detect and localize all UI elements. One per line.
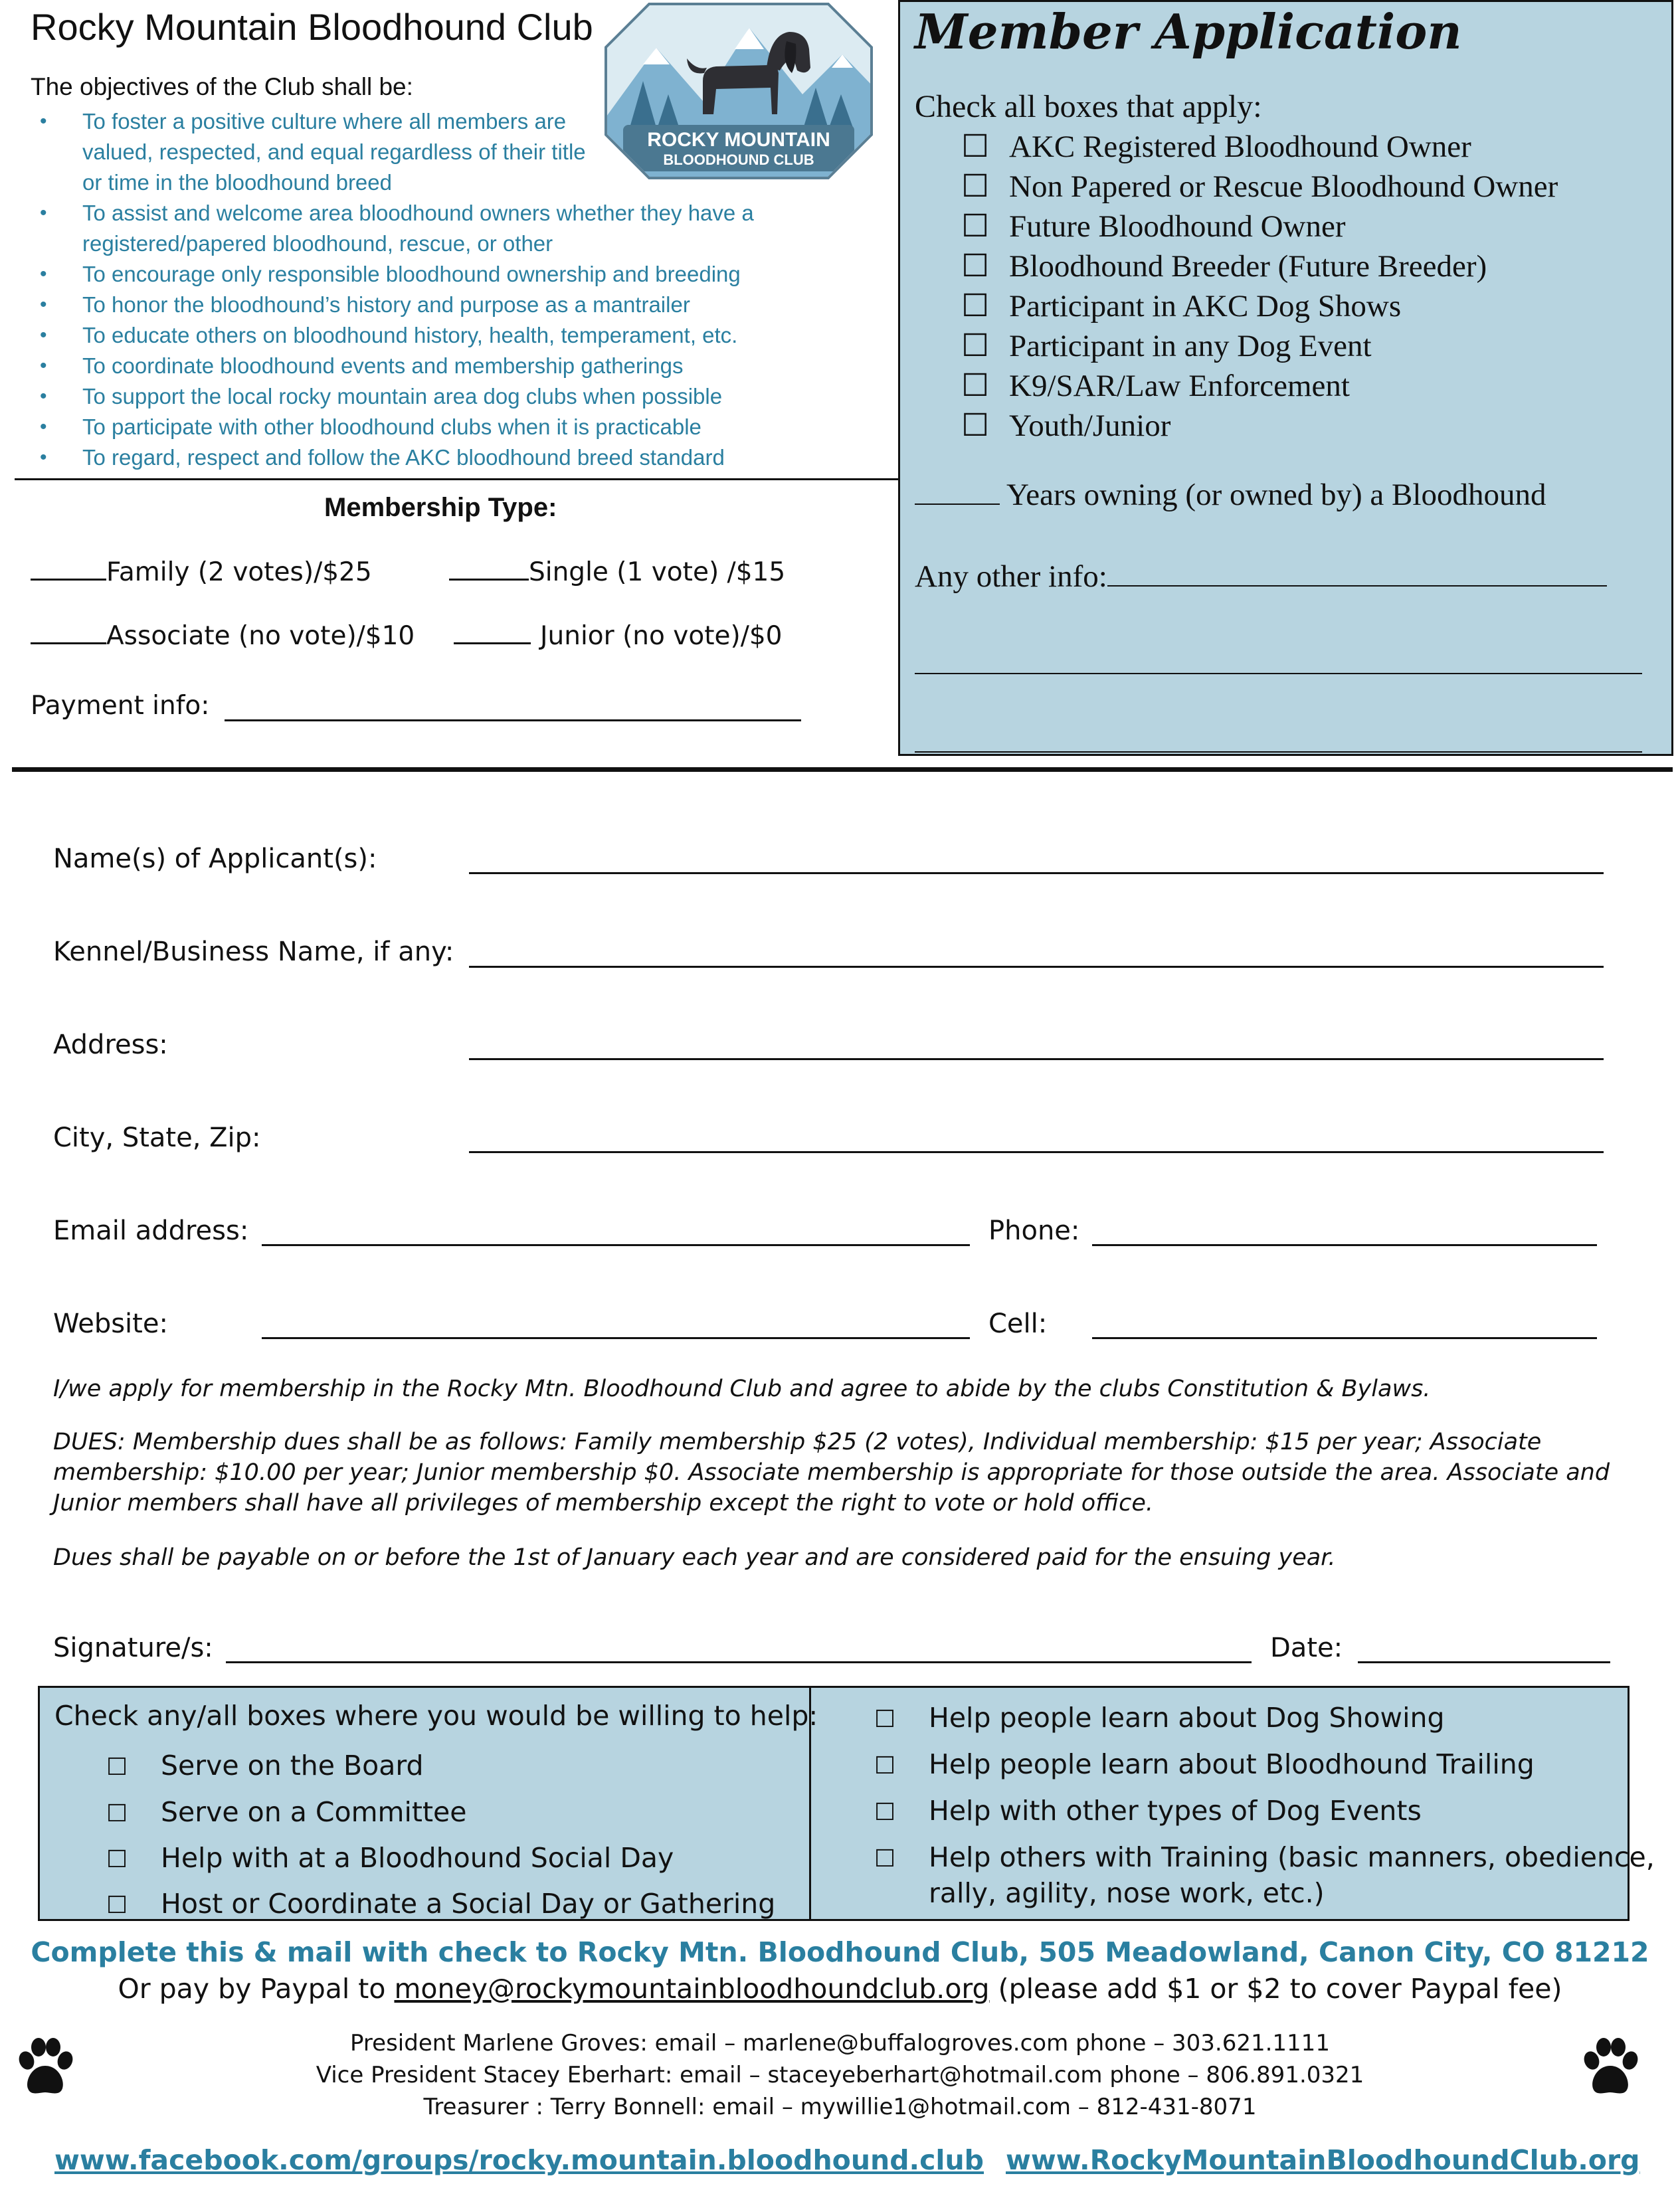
checkbox-label: Participant in AKC Dog Shows [1009,289,1402,323]
dues-text-line: membership: $10.00 per year; Junior membership $0. Associate membership is appropriate for those outside the area. Associate and [53,1459,1610,1486]
email-label: Email address: [53,1216,249,1246]
objective-item: • To coordinate bloodhound events and membership gatherings [31,351,907,381]
other-info-input[interactable] [1107,560,1607,587]
checkbox-option-breeder[interactable] [961,246,1558,286]
help-option-board[interactable] [106,1748,424,1785]
applicant-names-input[interactable] [469,872,1604,874]
help-option-label: Host or Coordinate a Social Day or Gathering [161,1888,776,1920]
checkbox-option-akc-shows[interactable] [961,286,1558,326]
membership-option-single[interactable] [449,557,785,587]
help-option-label: Help people learn about Bloodhound Trailing [929,1748,1535,1780]
section-divider-thick [12,767,1673,772]
city-state-zip-label: City, State, Zip: [53,1123,261,1153]
dues-text-line: DUES: Membership dues shall be as follows: Family membership $25 (2 votes), Individual membership: $15 per year; Associate [53,1429,1542,1455]
website-label: Website: [53,1309,168,1339]
membership-label: Associate (no vote)/$10 [106,621,415,651]
application-title: Member Application [915,3,1462,60]
checkbox-icon[interactable]: ☐ [106,1800,128,1827]
objective-item-continued: registered/papered bloodhound, rescue, or other [82,231,553,256]
help-option-label: Serve on a Committee [161,1796,467,1828]
phone-label: Phone: [988,1216,1080,1246]
other-info-label: Any other info: [915,559,1107,594]
help-option-training-continued: rally, agility, nose work, etc.) [929,1877,1325,1909]
membership-blank[interactable] [31,557,106,581]
checkbox-icon[interactable]: ☐ [874,1752,896,1780]
help-option-social-day[interactable] [106,1840,674,1878]
checkbox-icon[interactable]: ☐ [106,1892,128,1919]
other-info-row [915,559,1607,594]
date-input[interactable] [1358,1661,1610,1663]
objectives-heading: The objectives of the Club shall be: [31,73,413,100]
mail-instructions: Complete this & mail with check to Rocky Mtn. Bloodhound Club, 505 Meadowland, Canon City, CO 81212 [31,1936,1649,1968]
help-option-host-gathering[interactable] [106,1886,775,1924]
section-divider [15,478,899,480]
facebook-link[interactable]: www.facebook.com/groups/rocky.mountain.bloodhound.club [54,2144,984,2176]
other-info-line[interactable] [915,751,1642,753]
checkbox-icon[interactable]: ☐ [106,1846,128,1873]
checkbox-label: Youth/Junior [1009,409,1171,443]
paw-print-icon [12,2035,78,2102]
membership-label: Family (2 votes)/$25 [106,557,372,587]
objective-item: • To support the local rocky mountain area dog clubs when possible [31,381,907,412]
help-option-other-events[interactable] [874,1793,1422,1831]
dues-text-line: Junior members shall have all privileges of membership except the right to vote or hold office. [53,1490,1154,1516]
website-input[interactable] [262,1337,970,1339]
member-application-panel [898,0,1673,756]
kennel-name-label: Kennel/Business Name, if any: [53,937,454,967]
officer-treasurer: Treasurer : Terry Bonnell: email – mywillie1@hotmail.com – 812-431-8071 [423,2094,1257,2120]
city-state-zip-input[interactable] [469,1151,1604,1153]
checkbox-icon[interactable]: ☐ [961,289,990,323]
checkbox-icon[interactable]: ☐ [961,409,990,443]
objectives-list [31,106,907,473]
address-input[interactable] [469,1058,1604,1060]
help-option-trailing[interactable] [874,1746,1535,1784]
signature-input[interactable] [226,1661,1252,1663]
help-option-label: Serve on the Board [161,1750,424,1781]
checkbox-icon[interactable]: ☐ [106,1754,128,1781]
cell-label: Cell: [988,1309,1048,1339]
kennel-name-input[interactable] [469,966,1604,968]
objective-item: • To honor the bloodhound’s history and purpose as a mantrailer [31,290,907,320]
club-title: Rocky Mountain Bloodhound Club [31,6,593,48]
checkbox-icon[interactable]: ☐ [874,1706,896,1733]
checkbox-icon[interactable]: ☐ [961,369,990,403]
dues-payable-text: Dues shall be payable on or before the 1st of January each year and are considered paid for the ensuing year. [53,1544,1336,1571]
checkbox-icon[interactable]: ☐ [874,1799,896,1826]
payment-info-label: Payment info: [31,691,210,721]
checkbox-option-youth[interactable] [961,406,1558,446]
website-link[interactable]: www.RockyMountainBloodhoundClub.org [1006,2144,1640,2176]
paw-print-icon [1577,2035,1643,2102]
membership-option-associate[interactable] [31,620,415,651]
checkbox-option-akc-owner[interactable] [961,127,1558,167]
membership-type-heading: Membership Type: [324,493,557,522]
checkbox-label: Non Papered or Rescue Bloodhound Owner [1009,169,1558,204]
objective-item: • To encourage only responsible bloodhound ownership and breeding [31,259,907,290]
email-input[interactable] [262,1244,970,1246]
checkbox-option-dog-event[interactable] [961,326,1558,366]
objective-item: • To participate with other bloodhound clubs when it is practicable [31,412,907,442]
membership-label: Single (1 vote) /$15 [529,557,786,587]
checkbox-icon[interactable]: ☐ [961,130,990,164]
objective-item: • To foster a positive culture where all members are [31,106,907,137]
check-all-heading: Check all boxes that apply: [915,89,1262,124]
checkbox-label: Future Bloodhound Owner [1009,209,1346,244]
objective-item-continued: valued, respected, and equal regardless of their title [82,139,586,164]
years-owning-label: Years owning (or owned by) a Bloodhound [1006,478,1546,512]
checkbox-option-k9-sar[interactable] [961,366,1558,406]
years-owning-row [915,477,1546,513]
objective-item: • To regard, respect and follow the AKC bloodhound breed standard [31,442,907,473]
paypal-instructions [0,1973,1680,2005]
applicant-names-label: Name(s) of Applicant(s): [53,844,377,874]
paypal-suffix: (please add $1 or $2 to cover Paypal fee) [989,1973,1562,2005]
membership-option-junior[interactable] [454,620,782,651]
membership-blank[interactable] [454,620,531,644]
date-label: Date: [1270,1633,1343,1663]
paypal-prefix: Or pay by Paypal to [118,1973,395,2005]
checkbox-icon[interactable]: ☐ [961,249,990,284]
checkbox-option-future-owner[interactable] [961,207,1558,246]
checkbox-label: AKC Registered Bloodhound Owner [1009,130,1471,164]
help-heading: Check any/all boxes where you would be willing to help: [54,1700,818,1732]
agreement-text: I/we apply for membership in the Rocky Mtn. Bloodhound Club and agree to abide by the clubs Constitution & Bylaws. [53,1376,1431,1402]
objective-item: • To educate others on bloodhound history, health, temperament, etc. [31,320,907,351]
help-option-label: Help people learn about Dog Showing [929,1702,1445,1734]
help-option-label: Help with other types of Dog Events [929,1795,1422,1827]
cell-input[interactable] [1092,1337,1597,1339]
checkbox-label: Bloodhound Breeder (Future Breeder) [1009,249,1487,284]
help-option-training[interactable] [874,1839,1655,1877]
paypal-email-link[interactable]: money@rockymountainbloodhoundclub.org [394,1973,990,2005]
objective-item: • To assist and welcome area bloodhound owners whether they have a [31,198,907,228]
application-checkbox-list [961,127,1558,446]
membership-label: Junior (no vote)/$0 [540,621,783,651]
signature-label: Signature/s: [53,1633,213,1663]
checkbox-label: Participant in any Dog Event [1009,329,1372,363]
help-option-dog-showing[interactable] [874,1700,1444,1738]
checkbox-icon[interactable]: ☐ [874,1845,896,1872]
logo-text-line2: BLOODHOUND CLUB [663,151,814,168]
phone-input[interactable] [1092,1244,1597,1246]
objective-item-continued: or time in the bloodhound breed [82,170,392,195]
checkbox-label: K9/SAR/Law Enforcement [1009,369,1350,403]
membership-option-family[interactable] [31,557,372,587]
other-info-line[interactable] [915,673,1642,674]
help-option-label: Help others with Training (basic manners, obedience, [929,1841,1655,1873]
checkbox-icon[interactable]: ☐ [961,209,990,244]
membership-blank[interactable] [31,620,106,644]
help-option-label: Help with at a Bloodhound Social Day [161,1842,674,1874]
years-owning-input[interactable] [915,478,1000,505]
checkbox-icon[interactable]: ☐ [961,329,990,363]
address-label: Address: [53,1030,168,1060]
volunteer-help-panel [38,1686,1655,1921]
help-option-committee[interactable] [106,1794,466,1832]
membership-blank[interactable] [449,557,529,581]
checkbox-option-rescue-owner[interactable] [961,167,1558,207]
officer-vice-president: Vice President Stacey Eberhart: email – staceyeberhart@hotmail.com phone – 806.891.0321 [316,2062,1364,2088]
checkbox-icon[interactable]: ☐ [961,169,990,204]
logo-text-line1: ROCKY MOUNTAIN [647,129,830,151]
officer-president: President Marlene Groves: email – marlene@buffalogroves.com phone – 303.621.1111 [350,2030,1330,2056]
payment-info-input[interactable] [225,719,801,721]
